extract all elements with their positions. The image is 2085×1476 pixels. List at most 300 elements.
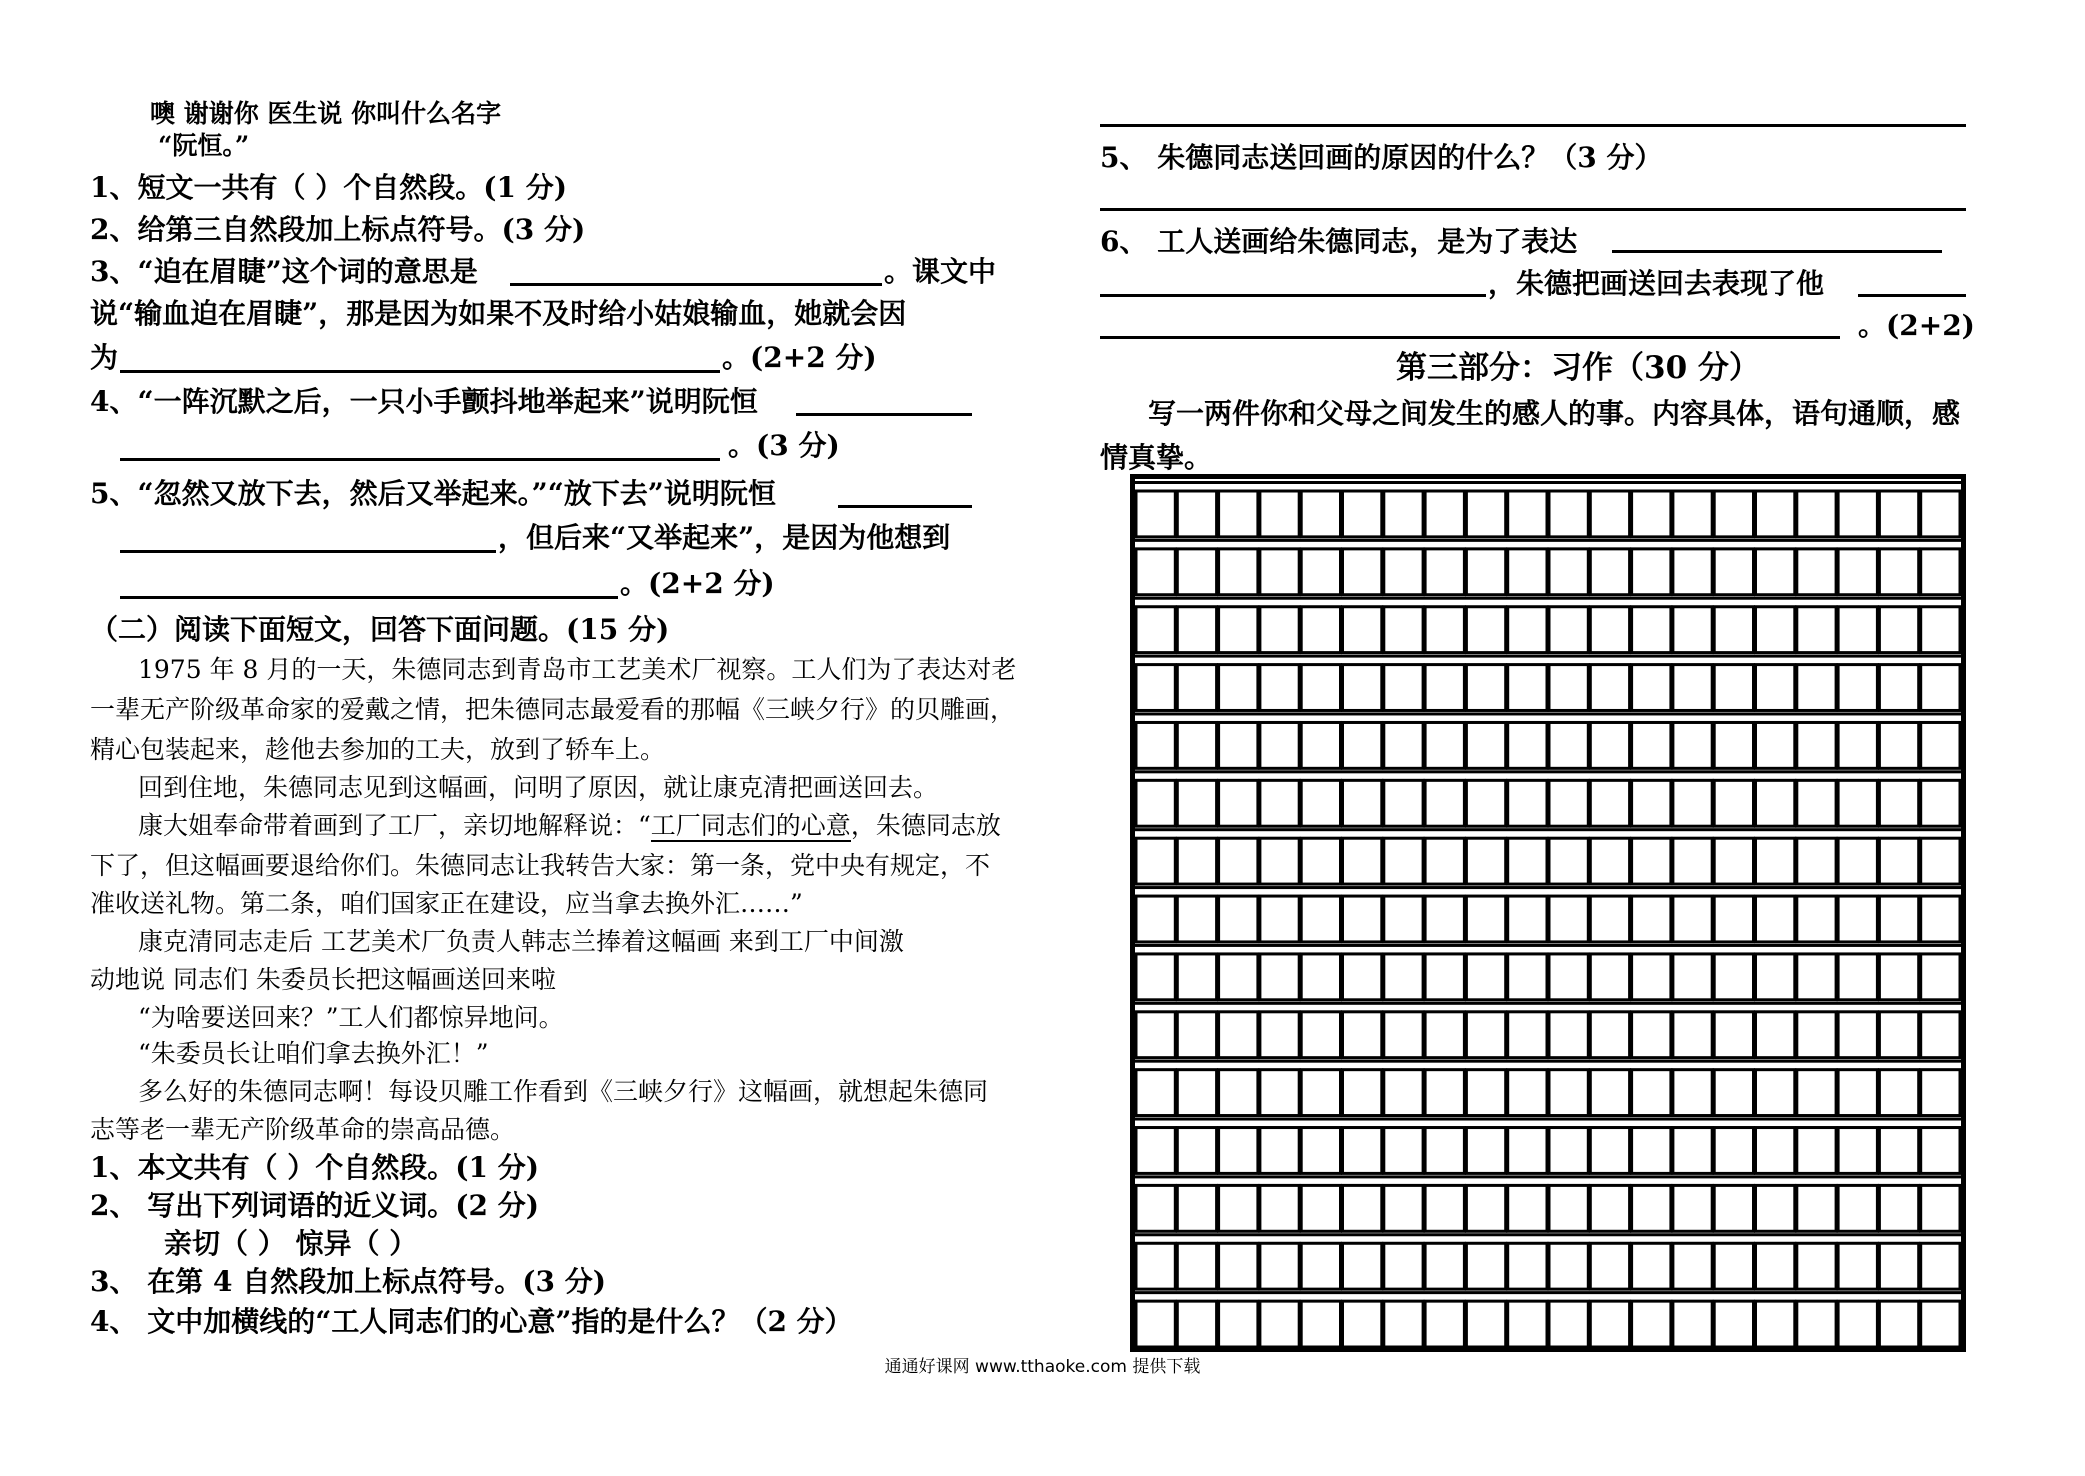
writing-cell[interactable] — [1136, 1128, 1175, 1174]
writing-cell[interactable] — [1632, 1128, 1671, 1174]
writing-cell[interactable] — [1756, 954, 1795, 1000]
writing-cell[interactable] — [1177, 1012, 1216, 1058]
writing-cell[interactable] — [1549, 838, 1588, 884]
writing-cell[interactable] — [1177, 491, 1216, 537]
writing-cell[interactable] — [1921, 1243, 1960, 1289]
writing-cell[interactable] — [1260, 1012, 1299, 1058]
writing-cell[interactable] — [1879, 1070, 1918, 1116]
writing-cell[interactable] — [1714, 491, 1753, 537]
answer-blank-5a[interactable] — [838, 505, 972, 508]
writing-cell[interactable] — [1177, 896, 1216, 942]
writing-cell[interactable] — [1714, 780, 1753, 826]
answer-blank-3a[interactable] — [510, 283, 882, 286]
writing-cell[interactable] — [1632, 896, 1671, 942]
answer-blank-5b[interactable] — [120, 550, 496, 553]
writing-cell[interactable] — [1301, 1070, 1340, 1116]
writing-cell[interactable] — [1508, 1128, 1547, 1174]
writing-cell[interactable] — [1219, 665, 1258, 711]
writing-cell[interactable] — [1384, 491, 1423, 537]
writing-cell[interactable] — [1136, 491, 1175, 537]
writing-cell[interactable] — [1797, 549, 1836, 595]
writing-cell[interactable] — [1177, 549, 1216, 595]
writing-cell[interactable] — [1384, 838, 1423, 884]
writing-cell[interactable] — [1838, 1301, 1877, 1347]
writing-cell[interactable] — [1838, 896, 1877, 942]
writing-cell[interactable] — [1466, 1185, 1505, 1231]
writing-cell[interactable] — [1879, 954, 1918, 1000]
writing-cell[interactable] — [1756, 491, 1795, 537]
writing-cell[interactable] — [1343, 1301, 1382, 1347]
writing-cell[interactable] — [1879, 1185, 1918, 1231]
writing-cell[interactable] — [1508, 1185, 1547, 1231]
writing-cell[interactable] — [1425, 780, 1464, 826]
writing-cell[interactable] — [1136, 1070, 1175, 1116]
writing-cell[interactable] — [1632, 607, 1671, 653]
writing-cell[interactable] — [1343, 1128, 1382, 1174]
writing-cell[interactable] — [1466, 722, 1505, 768]
writing-cell[interactable] — [1301, 1301, 1340, 1347]
writing-cell[interactable] — [1756, 1070, 1795, 1116]
writing-cell[interactable] — [1549, 722, 1588, 768]
writing-cell[interactable] — [1301, 780, 1340, 826]
writing-cell[interactable] — [1177, 1070, 1216, 1116]
writing-cell[interactable] — [1797, 1301, 1836, 1347]
writing-cell[interactable] — [1508, 722, 1547, 768]
writing-cell[interactable] — [1921, 1128, 1960, 1174]
writing-cell[interactable] — [1425, 1185, 1464, 1231]
writing-cell[interactable] — [1673, 780, 1712, 826]
writing-cell[interactable] — [1466, 491, 1505, 537]
writing-cell[interactable] — [1384, 1070, 1423, 1116]
writing-cell[interactable] — [1466, 896, 1505, 942]
writing-cell[interactable] — [1673, 1070, 1712, 1116]
writing-cell[interactable] — [1219, 954, 1258, 1000]
writing-cell[interactable] — [1260, 896, 1299, 942]
writing-cell[interactable] — [1177, 1243, 1216, 1289]
writing-cell[interactable] — [1632, 1185, 1671, 1231]
writing-cell[interactable] — [1260, 1070, 1299, 1116]
writing-cell[interactable] — [1466, 1012, 1505, 1058]
writing-cell[interactable] — [1260, 1185, 1299, 1231]
writing-cell[interactable] — [1797, 722, 1836, 768]
writing-cell[interactable] — [1673, 1185, 1712, 1231]
answer-blank-5c[interactable] — [120, 596, 618, 599]
writing-cell[interactable] — [1425, 549, 1464, 595]
writing-cell[interactable] — [1260, 491, 1299, 537]
writing-cell[interactable] — [1714, 1128, 1753, 1174]
writing-cell[interactable] — [1714, 1012, 1753, 1058]
writing-cell[interactable] — [1260, 722, 1299, 768]
writing-cell[interactable] — [1136, 722, 1175, 768]
writing-cell[interactable] — [1838, 607, 1877, 653]
writing-cell[interactable] — [1301, 1243, 1340, 1289]
writing-cell[interactable] — [1177, 780, 1216, 826]
writing-cell[interactable] — [1466, 780, 1505, 826]
writing-cell[interactable] — [1838, 838, 1877, 884]
answer-line-r4[interactable] — [1100, 124, 1966, 127]
answer-blank-4b[interactable] — [120, 458, 720, 461]
writing-cell[interactable] — [1673, 838, 1712, 884]
writing-cell[interactable] — [1590, 1243, 1629, 1289]
writing-cell[interactable] — [1879, 1012, 1918, 1058]
writing-cell[interactable] — [1301, 722, 1340, 768]
writing-cell[interactable] — [1508, 838, 1547, 884]
writing-cell[interactable] — [1756, 1301, 1795, 1347]
answer-blank-3b[interactable] — [120, 370, 720, 373]
writing-cell[interactable] — [1714, 896, 1753, 942]
writing-cell[interactable] — [1797, 780, 1836, 826]
writing-cell[interactable] — [1590, 1185, 1629, 1231]
writing-cell[interactable] — [1879, 1301, 1918, 1347]
writing-cell[interactable] — [1549, 954, 1588, 1000]
writing-cell[interactable] — [1219, 722, 1258, 768]
writing-cell[interactable] — [1921, 1012, 1960, 1058]
writing-cell[interactable] — [1590, 780, 1629, 826]
writing-cell[interactable] — [1590, 607, 1629, 653]
writing-cell[interactable] — [1797, 1070, 1836, 1116]
writing-cell[interactable] — [1921, 1185, 1960, 1231]
answer-line-r5[interactable] — [1100, 208, 1966, 211]
writing-cell[interactable] — [1714, 1243, 1753, 1289]
writing-cell[interactable] — [1756, 1012, 1795, 1058]
writing-cell[interactable] — [1921, 838, 1960, 884]
writing-cell[interactable] — [1508, 1301, 1547, 1347]
writing-cell[interactable] — [1838, 1243, 1877, 1289]
writing-cell[interactable] — [1714, 549, 1753, 595]
writing-cell[interactable] — [1673, 1301, 1712, 1347]
writing-cell[interactable] — [1590, 722, 1629, 768]
writing-cell[interactable] — [1466, 838, 1505, 884]
writing-cell[interactable] — [1714, 1301, 1753, 1347]
writing-cell[interactable] — [1343, 722, 1382, 768]
writing-cell[interactable] — [1921, 780, 1960, 826]
writing-cell[interactable] — [1343, 549, 1382, 595]
writing-cell[interactable] — [1219, 1070, 1258, 1116]
writing-cell[interactable] — [1797, 1128, 1836, 1174]
writing-cell[interactable] — [1508, 665, 1547, 711]
writing-cell[interactable] — [1673, 1128, 1712, 1174]
writing-cell[interactable] — [1673, 549, 1712, 595]
writing-cell[interactable] — [1632, 549, 1671, 595]
writing-cell[interactable] — [1384, 954, 1423, 1000]
writing-cell[interactable] — [1797, 665, 1836, 711]
writing-cell[interactable] — [1425, 1070, 1464, 1116]
writing-cell[interactable] — [1797, 1185, 1836, 1231]
writing-cell[interactable] — [1879, 491, 1918, 537]
writing-cell[interactable] — [1549, 1070, 1588, 1116]
writing-cell[interactable] — [1343, 1243, 1382, 1289]
writing-cell[interactable] — [1797, 607, 1836, 653]
writing-cell[interactable] — [1301, 549, 1340, 595]
writing-cell[interactable] — [1301, 491, 1340, 537]
writing-cell[interactable] — [1425, 1012, 1464, 1058]
writing-cell[interactable] — [1756, 896, 1795, 942]
writing-cell[interactable] — [1590, 491, 1629, 537]
writing-cell[interactable] — [1301, 665, 1340, 711]
writing-cell[interactable] — [1219, 1185, 1258, 1231]
writing-cell[interactable] — [1260, 1128, 1299, 1174]
writing-cell[interactable] — [1921, 665, 1960, 711]
writing-cell[interactable] — [1549, 896, 1588, 942]
writing-cell[interactable] — [1136, 1185, 1175, 1231]
writing-cell[interactable] — [1590, 549, 1629, 595]
writing-cell[interactable] — [1797, 491, 1836, 537]
writing-cell[interactable] — [1549, 665, 1588, 711]
writing-cell[interactable] — [1590, 838, 1629, 884]
writing-cell[interactable] — [1384, 780, 1423, 826]
writing-cell[interactable] — [1797, 1012, 1836, 1058]
writing-cell[interactable] — [1590, 1301, 1629, 1347]
writing-cell[interactable] — [1508, 896, 1547, 942]
writing-cell[interactable] — [1136, 838, 1175, 884]
writing-cell[interactable] — [1838, 1070, 1877, 1116]
writing-cell[interactable] — [1508, 491, 1547, 537]
writing-cell[interactable] — [1590, 1128, 1629, 1174]
writing-cell[interactable] — [1632, 1301, 1671, 1347]
writing-cell[interactable] — [1673, 1243, 1712, 1289]
writing-cell[interactable] — [1343, 665, 1382, 711]
writing-cell[interactable] — [1879, 665, 1918, 711]
writing-cell[interactable] — [1714, 665, 1753, 711]
writing-cell[interactable] — [1343, 954, 1382, 1000]
writing-cell[interactable] — [1425, 607, 1464, 653]
writing-cell[interactable] — [1219, 1301, 1258, 1347]
writing-cell[interactable] — [1549, 549, 1588, 595]
writing-cell[interactable] — [1756, 549, 1795, 595]
writing-cell[interactable] — [1508, 1070, 1547, 1116]
writing-cell[interactable] — [1136, 896, 1175, 942]
writing-cell[interactable] — [1384, 1243, 1423, 1289]
writing-cell[interactable] — [1756, 665, 1795, 711]
writing-cell[interactable] — [1632, 1070, 1671, 1116]
writing-cell[interactable] — [1425, 838, 1464, 884]
writing-cell[interactable] — [1508, 780, 1547, 826]
writing-cell[interactable] — [1632, 838, 1671, 884]
writing-cell[interactable] — [1590, 1070, 1629, 1116]
writing-cell[interactable] — [1673, 607, 1712, 653]
writing-cell[interactable] — [1673, 896, 1712, 942]
writing-cell[interactable] — [1219, 1012, 1258, 1058]
writing-cell[interactable] — [1714, 1185, 1753, 1231]
writing-cell[interactable] — [1301, 838, 1340, 884]
writing-cell[interactable] — [1714, 607, 1753, 653]
writing-cell[interactable] — [1136, 607, 1175, 653]
writing-cell[interactable] — [1343, 896, 1382, 942]
writing-cell[interactable] — [1136, 1301, 1175, 1347]
writing-cell[interactable] — [1136, 780, 1175, 826]
writing-cell[interactable] — [1219, 896, 1258, 942]
writing-cell[interactable] — [1879, 1128, 1918, 1174]
writing-cell[interactable] — [1219, 838, 1258, 884]
writing-cell[interactable] — [1838, 1185, 1877, 1231]
writing-cell[interactable] — [1632, 722, 1671, 768]
writing-cell[interactable] — [1177, 838, 1216, 884]
writing-cell[interactable] — [1838, 780, 1877, 826]
writing-cell[interactable] — [1756, 607, 1795, 653]
writing-cell[interactable] — [1838, 954, 1877, 1000]
writing-cell[interactable] — [1384, 896, 1423, 942]
writing-cell[interactable] — [1384, 722, 1423, 768]
writing-cell[interactable] — [1632, 780, 1671, 826]
writing-cell[interactable] — [1425, 722, 1464, 768]
writing-cell[interactable] — [1549, 1243, 1588, 1289]
writing-cell[interactable] — [1756, 722, 1795, 768]
writing-cell[interactable] — [1384, 549, 1423, 595]
writing-cell[interactable] — [1343, 838, 1382, 884]
writing-cell[interactable] — [1219, 780, 1258, 826]
writing-cell[interactable] — [1879, 607, 1918, 653]
writing-cell[interactable] — [1632, 491, 1671, 537]
writing-cell[interactable] — [1921, 1301, 1960, 1347]
writing-cell[interactable] — [1797, 1243, 1836, 1289]
writing-cell[interactable] — [1260, 838, 1299, 884]
writing-cell[interactable] — [1384, 665, 1423, 711]
writing-cell[interactable] — [1343, 780, 1382, 826]
writing-cell[interactable] — [1590, 665, 1629, 711]
writing-cell[interactable] — [1756, 780, 1795, 826]
writing-cell[interactable] — [1301, 1012, 1340, 1058]
writing-cell[interactable] — [1838, 491, 1877, 537]
writing-cell[interactable] — [1632, 665, 1671, 711]
writing-cell[interactable] — [1838, 665, 1877, 711]
writing-cell[interactable] — [1425, 1128, 1464, 1174]
writing-cell[interactable] — [1508, 954, 1547, 1000]
answer-blank-r6d[interactable] — [1100, 336, 1840, 339]
writing-cell[interactable] — [1549, 607, 1588, 653]
writing-cell[interactable] — [1177, 665, 1216, 711]
writing-cell[interactable] — [1260, 665, 1299, 711]
writing-cell[interactable] — [1673, 954, 1712, 1000]
writing-cell[interactable] — [1797, 954, 1836, 1000]
writing-cell[interactable] — [1260, 1301, 1299, 1347]
writing-cell[interactable] — [1301, 607, 1340, 653]
answer-blank-r6c[interactable] — [1858, 294, 1966, 297]
writing-cell[interactable] — [1879, 780, 1918, 826]
writing-cell[interactable] — [1466, 1128, 1505, 1174]
writing-cell[interactable] — [1632, 1012, 1671, 1058]
writing-cell[interactable] — [1673, 665, 1712, 711]
writing-cell[interactable] — [1136, 549, 1175, 595]
writing-cell[interactable] — [1756, 838, 1795, 884]
writing-cell[interactable] — [1921, 954, 1960, 1000]
writing-cell[interactable] — [1508, 1243, 1547, 1289]
writing-cell[interactable] — [1879, 722, 1918, 768]
writing-cell[interactable] — [1921, 1070, 1960, 1116]
writing-cell[interactable] — [1632, 954, 1671, 1000]
writing-cell[interactable] — [1838, 549, 1877, 595]
writing-cell[interactable] — [1549, 491, 1588, 537]
writing-cell[interactable] — [1508, 549, 1547, 595]
writing-cell[interactable] — [1384, 1185, 1423, 1231]
writing-cell[interactable] — [1260, 1243, 1299, 1289]
writing-cell[interactable] — [1921, 722, 1960, 768]
writing-cell[interactable] — [1756, 1128, 1795, 1174]
answer-blank-r6b[interactable] — [1100, 294, 1486, 297]
writing-cell[interactable] — [1260, 954, 1299, 1000]
answer-blank-4a[interactable] — [796, 413, 972, 416]
writing-cell[interactable] — [1425, 491, 1464, 537]
writing-cell[interactable] — [1466, 954, 1505, 1000]
writing-cell[interactable] — [1466, 549, 1505, 595]
writing-cell[interactable] — [1301, 954, 1340, 1000]
writing-cell[interactable] — [1425, 896, 1464, 942]
writing-cell[interactable] — [1425, 1301, 1464, 1347]
writing-cell[interactable] — [1177, 1185, 1216, 1231]
writing-cell[interactable] — [1260, 607, 1299, 653]
writing-cell[interactable] — [1177, 722, 1216, 768]
writing-cell[interactable] — [1219, 549, 1258, 595]
writing-cell[interactable] — [1549, 1185, 1588, 1231]
writing-cell[interactable] — [1590, 1012, 1629, 1058]
writing-cell[interactable] — [1508, 1012, 1547, 1058]
writing-cell[interactable] — [1879, 549, 1918, 595]
writing-cell[interactable] — [1219, 607, 1258, 653]
answer-blank-r6a[interactable] — [1612, 250, 1942, 253]
writing-cell[interactable] — [1673, 1012, 1712, 1058]
writing-cell[interactable] — [1879, 1243, 1918, 1289]
writing-cell[interactable] — [1466, 1301, 1505, 1347]
writing-cell[interactable] — [1301, 896, 1340, 942]
writing-cell[interactable] — [1177, 1128, 1216, 1174]
writing-cell[interactable] — [1508, 607, 1547, 653]
writing-cell[interactable] — [1549, 1128, 1588, 1174]
writing-cell[interactable] — [1590, 954, 1629, 1000]
writing-cell[interactable] — [1136, 1012, 1175, 1058]
writing-cell[interactable] — [1590, 896, 1629, 942]
writing-cell[interactable] — [1673, 491, 1712, 537]
writing-cell[interactable] — [1466, 665, 1505, 711]
writing-cell[interactable] — [1838, 1128, 1877, 1174]
writing-cell[interactable] — [1425, 1243, 1464, 1289]
writing-cell[interactable] — [1797, 896, 1836, 942]
writing-cell[interactable] — [1301, 1128, 1340, 1174]
writing-cell[interactable] — [1714, 1070, 1753, 1116]
writing-cell[interactable] — [1136, 954, 1175, 1000]
writing-cell[interactable] — [1136, 1243, 1175, 1289]
writing-cell[interactable] — [1466, 1070, 1505, 1116]
writing-cell[interactable] — [1549, 780, 1588, 826]
writing-cell[interactable] — [1177, 607, 1216, 653]
writing-cell[interactable] — [1384, 1012, 1423, 1058]
writing-cell[interactable] — [1921, 607, 1960, 653]
writing-cell[interactable] — [1756, 1185, 1795, 1231]
composition-grid[interactable] — [1130, 474, 1966, 1352]
writing-cell[interactable] — [1219, 1243, 1258, 1289]
writing-cell[interactable] — [1177, 954, 1216, 1000]
writing-cell[interactable] — [1219, 491, 1258, 537]
writing-cell[interactable] — [1425, 665, 1464, 711]
writing-cell[interactable] — [1797, 838, 1836, 884]
writing-cell[interactable] — [1673, 722, 1712, 768]
writing-cell[interactable] — [1466, 1243, 1505, 1289]
writing-cell[interactable] — [1921, 491, 1960, 537]
writing-cell[interactable] — [1384, 607, 1423, 653]
writing-cell[interactable] — [1549, 1012, 1588, 1058]
writing-cell[interactable] — [1879, 896, 1918, 942]
writing-cell[interactable] — [1838, 722, 1877, 768]
writing-cell[interactable] — [1343, 491, 1382, 537]
writing-cell[interactable] — [1343, 1012, 1382, 1058]
writing-cell[interactable] — [1343, 1070, 1382, 1116]
writing-cell[interactable] — [1219, 1128, 1258, 1174]
writing-cell[interactable] — [1714, 838, 1753, 884]
writing-cell[interactable] — [1714, 954, 1753, 1000]
writing-cell[interactable] — [1879, 838, 1918, 884]
writing-cell[interactable] — [1549, 1301, 1588, 1347]
writing-cell[interactable] — [1838, 1012, 1877, 1058]
writing-cell[interactable] — [1260, 780, 1299, 826]
writing-cell[interactable] — [1921, 896, 1960, 942]
